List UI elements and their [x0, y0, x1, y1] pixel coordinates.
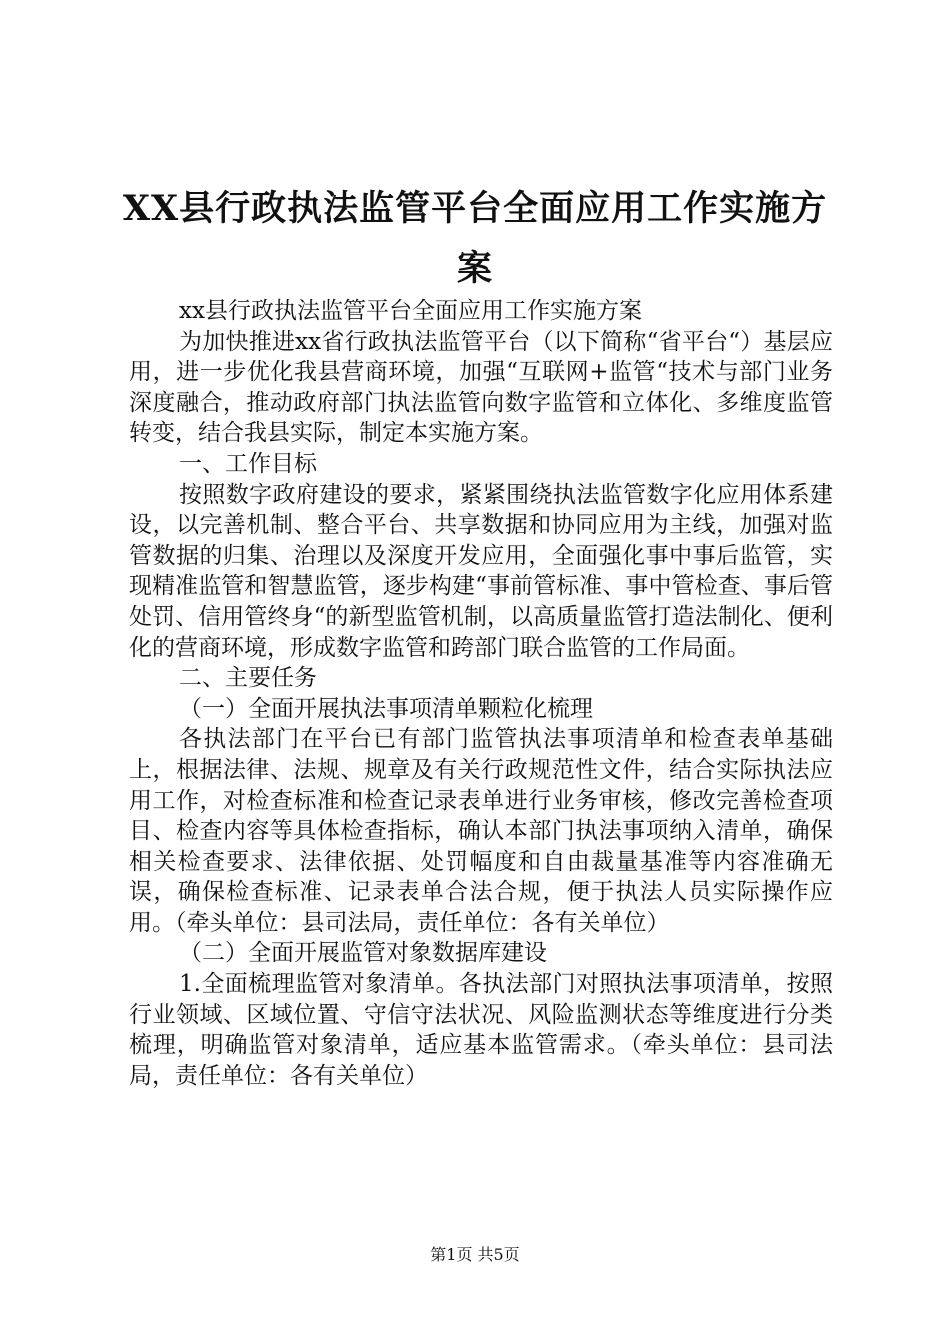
goals-paragraph: 按照数字政府建设的要求，紧紧围绕执法监管数字化应用体系建设，以完善机制、整合平台、共享数据和协同应用为主线，加强对监管数据的归集、治理以及深度开发应用，全面强化事中事后监管，实现精准监管和智慧监管，逐步构建“事前管标准、事中管检查、事后管处罚、信用管终身“的新型监管机制，以高质量监管打造法制化、便利化的营商环境，形成数字监管和跨部门联合监管的工作局面。: [129, 481, 833, 661]
subsection-heading-2: （二）全面开展监管对象数据库建设: [179, 940, 547, 967]
task-1-paragraph: 各执法部门在平台已有部门监管执法事项清单和检查表单基础上，根据法律、法规、规章及有关行政规范性文件，结合实际执法应用工作，对检查标准和检查记录表单进行业务审核，修改完善检查项目、检查内容等具体检查指标，确认本部门执法事项纳入清单，确保相关检查要求、法律依据、处罚幅度和自由裁量基准等内容准确无误，确保检查标准、记录表单合法合规，便于执法人员实际操作应用。（牵头单位：县司法局，责任单位：各有关单位）: [129, 726, 833, 936]
task-2-paragraph: 1.全面梳理监管对象清单。各执法部门对照执法事项清单，按照行业领域、区域位置、守信守法状况、风险监测状态等维度进行分类梳理，明确监管对象清单，适应基本监管需求。（牵头单位：县司法局，责任单位：各有关单位）: [129, 971, 833, 1089]
section-heading-tasks: 二、主要任务: [179, 665, 317, 692]
subsection-heading-1: （一）全面开展执法事项清单颗粒化梳理: [179, 695, 593, 722]
document-title-line-1: XX县行政执法监管平台全面应用工作实施方: [122, 188, 828, 229]
document-body: [129, 296, 833, 1091]
page-number-footer: 第1页 共5页: [430, 1245, 520, 1264]
subtitle-paragraph: xx县行政执法监管平台全面应用工作实施方案: [179, 298, 642, 324]
document-title-line-2: 案: [456, 248, 493, 289]
section-heading-goals: 一、工作目标: [179, 450, 317, 477]
intro-paragraph: 为加快推进xx省行政执法监管平台（以下简称“省平台“）基层应用，进一步优化我县营商环境，加强“互联网+监管“技术与部门业务深度融合，推动政府部门执法监管向数字监管和立体化、多维度监管转变，结合我县实际，制定本实施方案。: [129, 328, 833, 447]
